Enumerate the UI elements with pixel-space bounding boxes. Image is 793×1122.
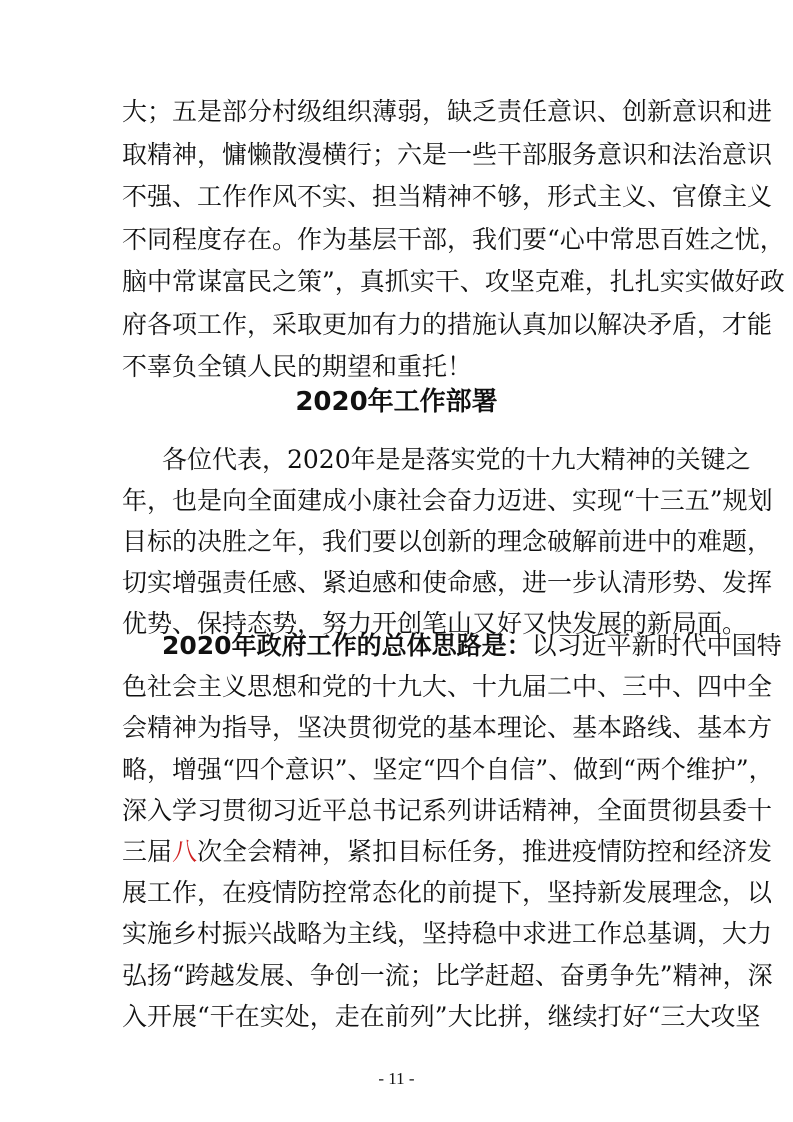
text-line: 不辜负全镇人民的期望和重托！ [122, 352, 473, 381]
text-line: 弘扬“跨越发展、争创一流；比学赶超、奋勇争先”精神，深 [122, 960, 773, 990]
text-line: 切实增强责任感、紧迫感和使命感，进一步认清形势、发挥 [122, 568, 773, 597]
page-number: - 11 - [378, 1069, 415, 1088]
text-line: 优势、保持态势，努力开创笔山又好又快发展的新局面。 [122, 609, 748, 638]
text-line: 不强、工作作风不实、担当精神不够，形式主义、官僚主义 [122, 182, 773, 211]
text-line: 深入学习贯彻习近平总书记系列讲话精神，全面贯彻县委十 [122, 795, 773, 825]
text-line: 不同程度存在。作为基层干部，我们要“心中常思百姓之忧， [122, 224, 785, 254]
text-line: 各位代表，2020年是是落实党的十九大精神的关键之 [162, 445, 751, 474]
text-line: 取精神，慵懒散漫横行；六是一些干部服务意识和法治意识 [122, 139, 773, 169]
text-line: 略，增强“四个意识”、坚定“四个自信”、做到“两个维护”， [122, 754, 774, 784]
text-line: 脑中常谋富民之策”，真抓实干、攻坚克难，扎扎实实做好政 [122, 267, 785, 296]
text-span: 三届 [122, 837, 173, 866]
text-line [162, 630, 782, 662]
text-span: 以习近平新时代中国特 [531, 631, 782, 660]
text-line: 色社会主义思想和党的十九大、十九届二中、三中、四中全 [122, 672, 773, 702]
text-line: 大；五是部分村级组织薄弱，缺乏责任意识、创新意识和进 [122, 97, 773, 126]
text-line: 实施乡村振兴战略为主线，坚持稳中求进工作总基调，大力 [122, 919, 773, 949]
text-line: 府各项工作，采取更加有力的措施认真加以解决矛盾，才能 [122, 309, 773, 339]
text-span: 次全会精神，紧扣目标任务，推进疫情防控和经济发 [197, 837, 773, 866]
text-line: 入开展“干在实处，走在前列”大比拼，继续打好“三大攻坚 [122, 1001, 761, 1031]
text-line [122, 836, 773, 868]
text-line: 会精神为指导，坚决贯彻党的基本理论、基本路线、基本方 [122, 713, 773, 743]
text-line: 年，也是向全面建成小康社会奋力迈进、实现“十三五”规划 [122, 486, 773, 515]
lead-phrase: 2020年政府工作的总体思路是： [162, 631, 532, 660]
text-line: 目标的决胜之年，我们要以创新的理念破解前进中的难题， [122, 527, 773, 556]
section-heading: 2020年工作部署 [295, 387, 498, 417]
text-line: 展工作，在疫情防控常态化的前提下，坚持新发展理念，以 [122, 878, 773, 908]
highlighted-text: 八 [172, 837, 198, 866]
